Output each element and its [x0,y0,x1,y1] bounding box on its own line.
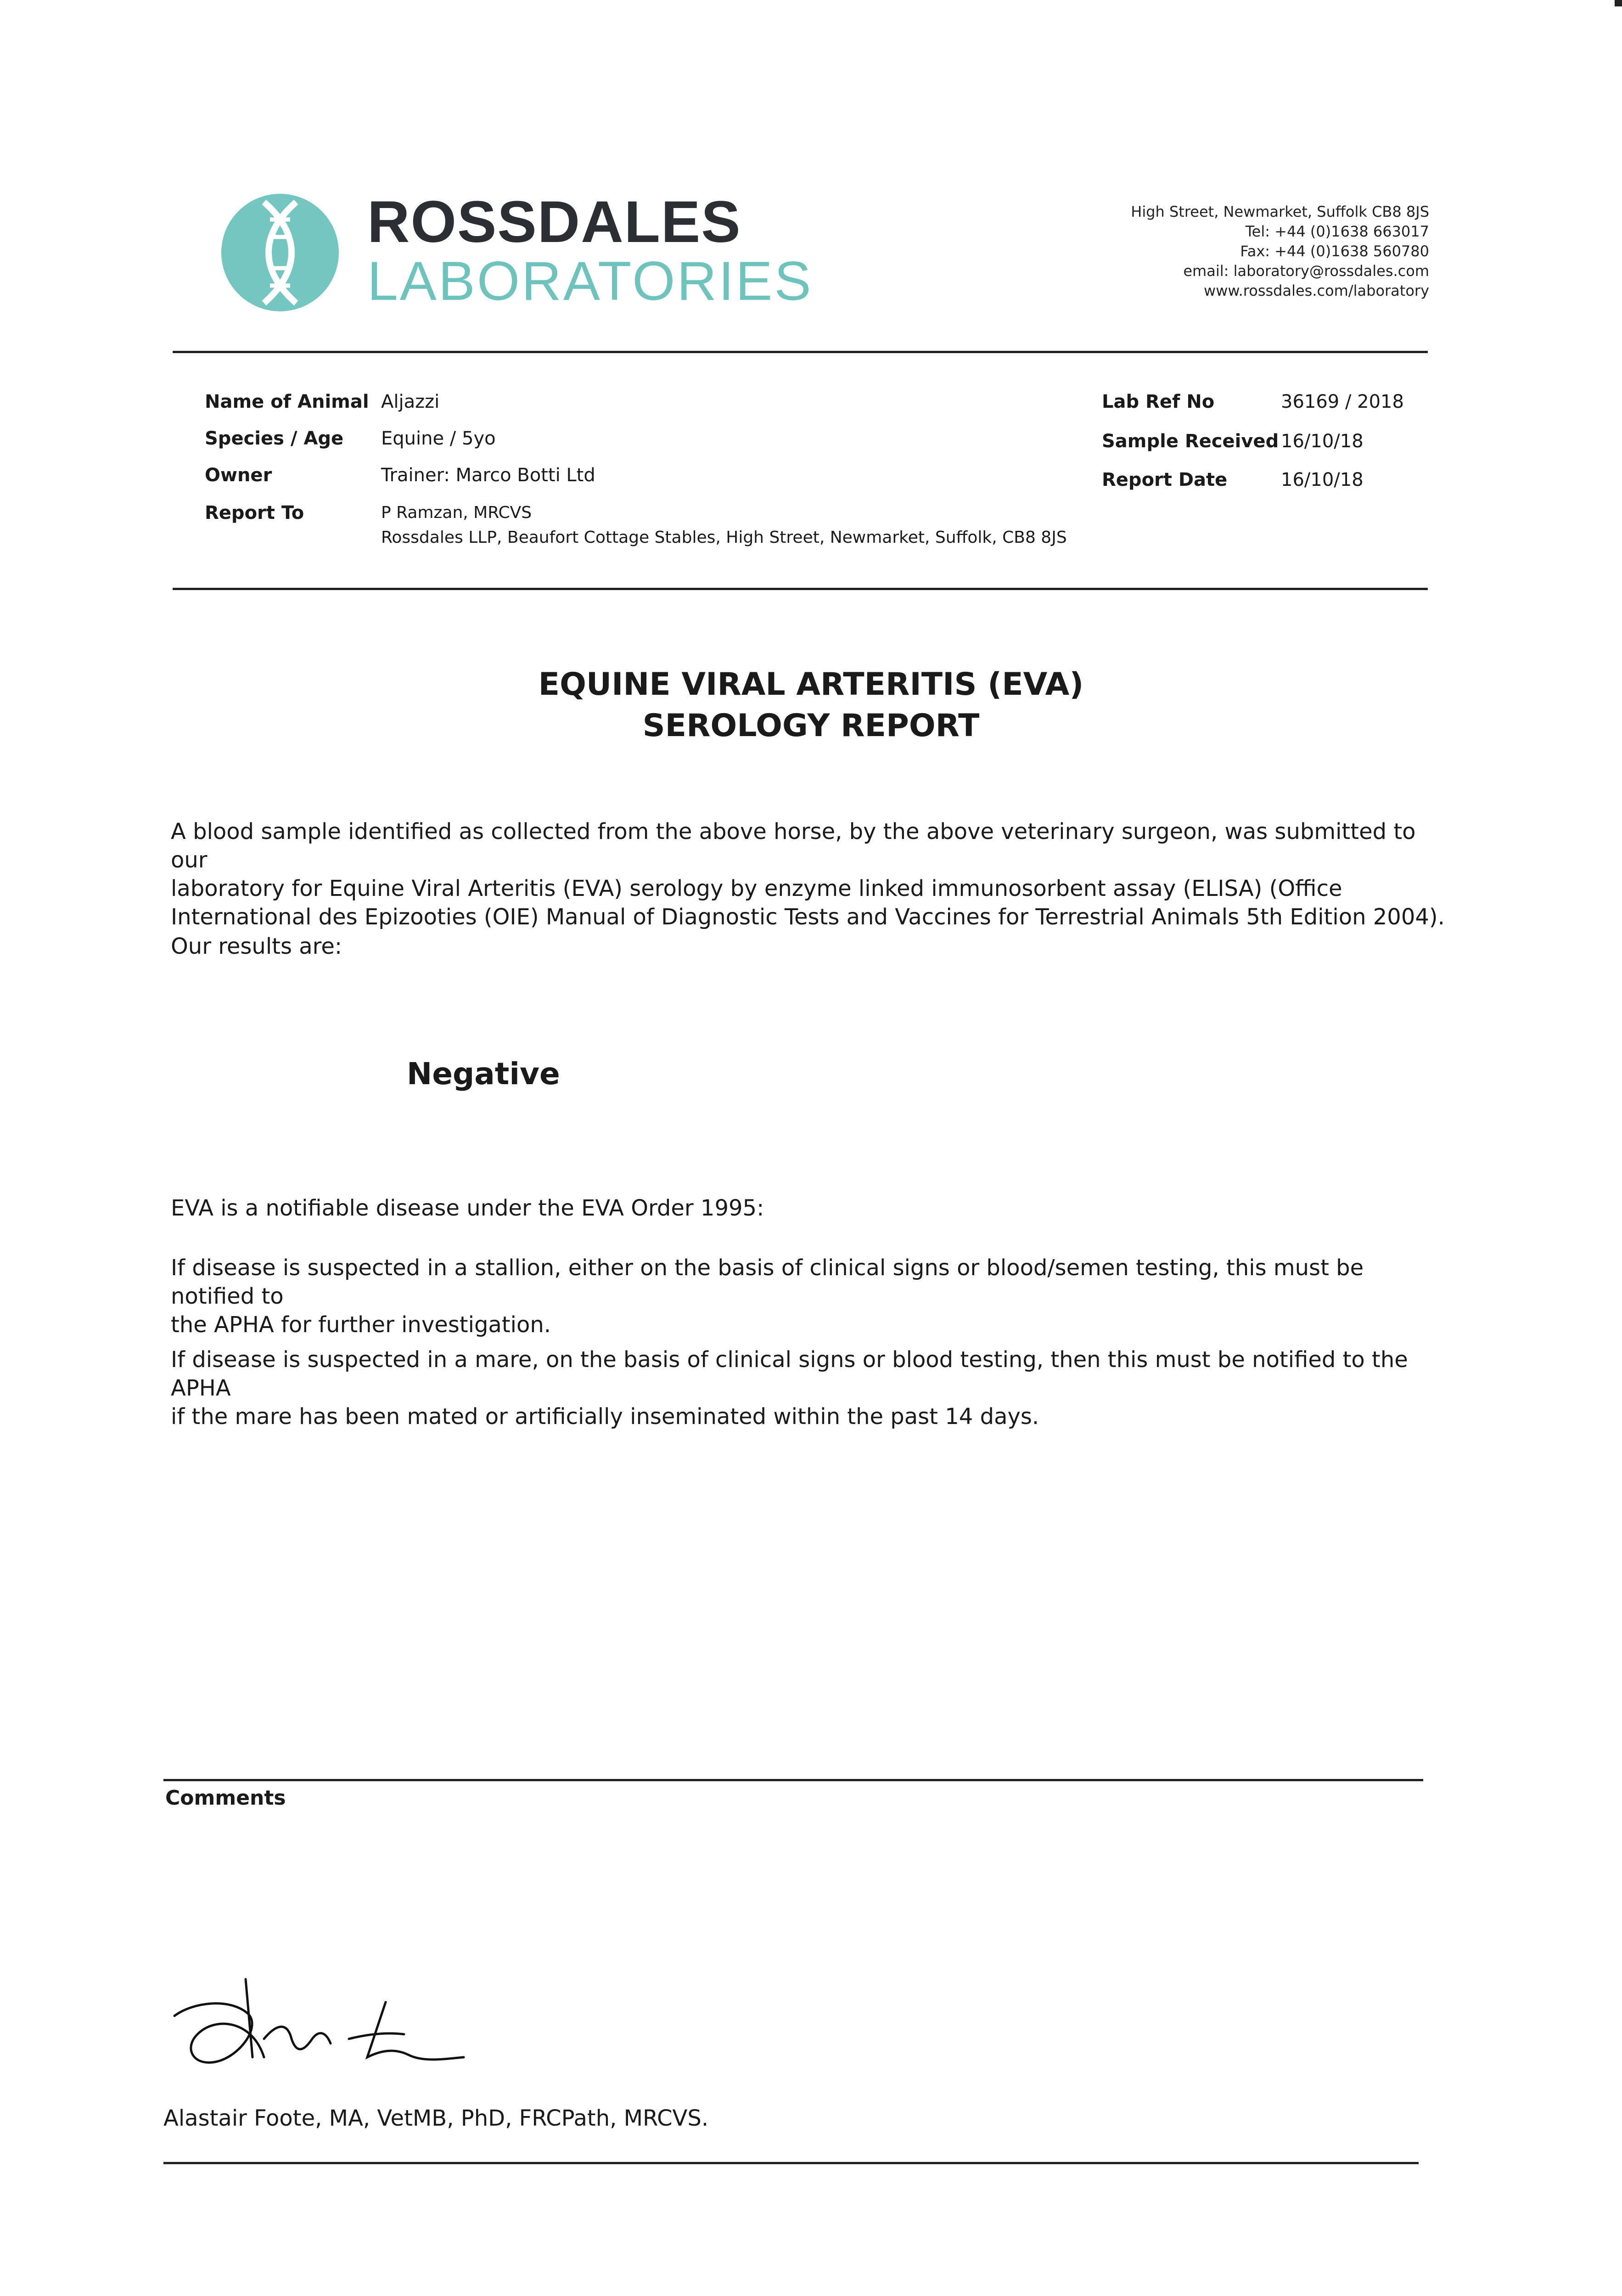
signature-image [165,1970,496,2085]
name-of-animal-label: Name of Animal [205,391,369,412]
report-to-label: Report To [205,502,304,523]
corner-mark [1615,0,1622,6]
stallion-paragraph [171,1254,1447,1339]
report-title-line2: SEROLOGY REPORT [642,708,980,744]
footer-divider [163,2162,1419,2164]
report-to-name: P Ramzan, MRCVS [381,503,532,522]
test-result: Negative [407,1056,560,1092]
report-title-line1: EQUINE VIRAL ARTERITIS (EVA) [538,666,1084,703]
report-to-address: Rossdales LLP, Beaufort Cottage Stables, High Street, Newmarket, Suffolk, CB8 8JS [381,528,1067,547]
contact-address: High Street, Newmarket, Suffolk CB8 8JS [1131,203,1429,220]
mare-line-2: if the mare has been mated or artificially inseminated within the past 14 days. [171,1404,1039,1429]
sample-received-label: Sample Received [1102,431,1279,452]
species-age-label: Species / Age [205,428,344,449]
contact-email: email: laboratory@rossdales.com [1183,262,1429,280]
contact-web: www.rossdales.com/laboratory [1204,282,1429,299]
lab-ref-value: 36169 / 2018 [1281,391,1404,412]
signatory-name: Alastair Foote, MA, VetMB, PhD, FRCPath, MRCVS. [163,2105,709,2131]
sample-received-value: 16/10/18 [1281,431,1364,452]
report-date-value: 16/10/18 [1281,469,1364,490]
comments-label: Comments [165,1786,286,1810]
dna-helix-icon [220,193,340,312]
report-date-label: Report Date [1102,469,1228,490]
mare-paragraph [171,1345,1447,1431]
mare-line-1: If disease is suspected in a mare, on the basis of clinical signs or blood testing, then this must be notified to the APHA [171,1347,1408,1401]
contact-block [1131,202,1429,301]
notifiable-statement: EVA is a notifiable disease under the EVA Order 1995: [171,1195,764,1221]
contact-fax: Fax: +44 (0)1638 560780 [1240,242,1429,260]
comments-divider [163,1779,1423,1781]
species-age-value: Equine / 5yo [381,428,496,449]
details-divider [173,588,1428,590]
owner-label: Owner [205,465,272,486]
intro-line-2: laboratory for Equine Viral Arteritis (EVA) serology by enzyme linked immunosorbent assay (ELISA) (Office [171,876,1342,901]
brand-name: ROSSDALES [367,189,741,255]
stallion-line-1: If disease is suspected in a stallion, either on the basis of clinical signs or blood/semen testing, this must be notified to [171,1255,1364,1309]
brand-subtitle: LABORATORIES [367,250,813,312]
name-of-animal-value: Aljazzi [381,391,440,412]
intro-line-1: A blood sample identified as collected from the above horse, by the above veterinary surgeon, was submitted to our [171,819,1416,873]
results-intro: Our results are: [171,934,342,959]
intro-line-3: International des Epizooties (OIE) Manual of Diagnostic Tests and Vaccines for Terrestrial Animals 5th Edition 2004). [171,904,1445,930]
lab-ref-label: Lab Ref No [1102,391,1215,412]
stallion-line-2: the APHA for further investigation. [171,1312,551,1338]
intro-paragraph [171,817,1447,931]
owner-value: Trainer: Marco Botti Ltd [381,465,595,486]
header-divider [173,351,1428,353]
contact-tel: Tel: +44 (0)1638 663017 [1245,223,1429,240]
